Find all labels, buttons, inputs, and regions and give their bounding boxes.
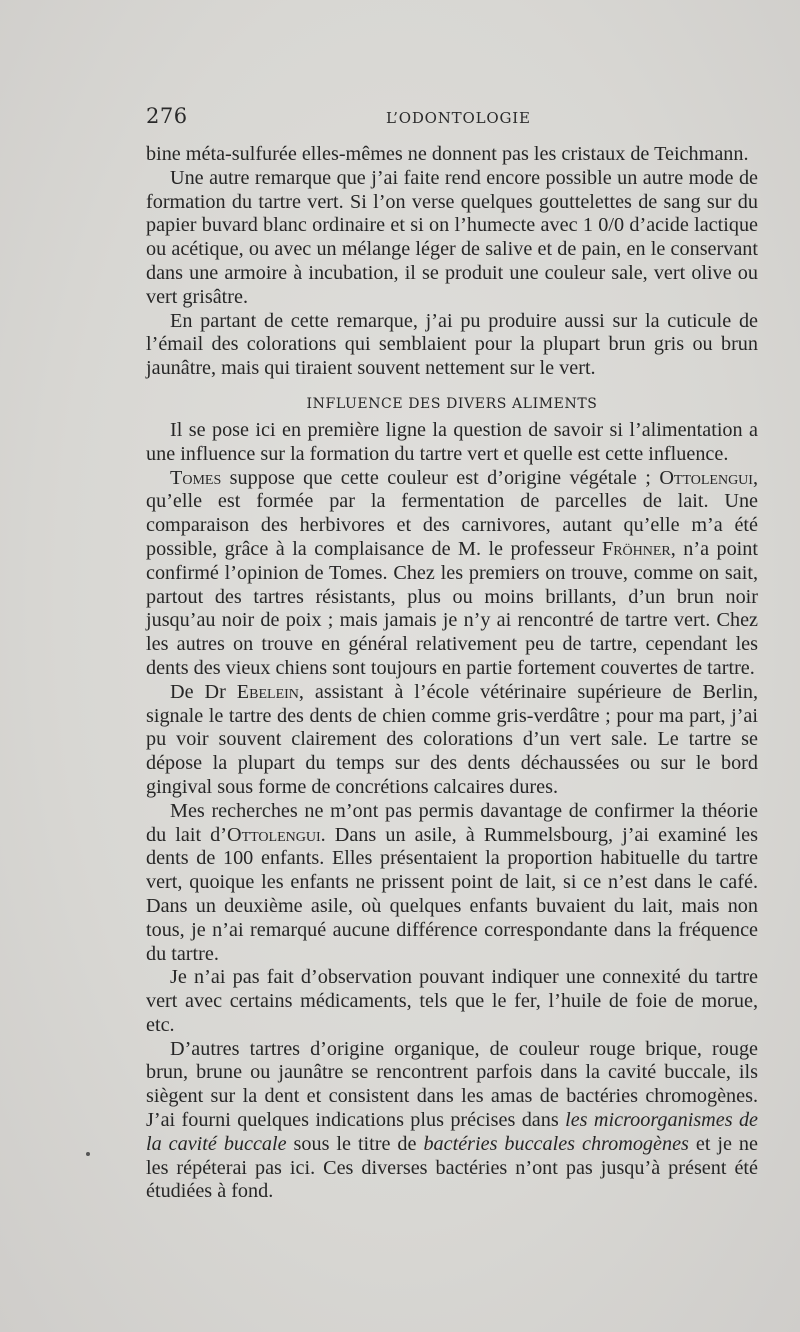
paragraph-text: Mes recherches ne m’ont pas permis davantage de confirmer la théorie du lait d’ [146, 799, 758, 846]
author-name: Ebelein [236, 680, 299, 703]
paragraph [146, 167, 758, 310]
paragraph [146, 467, 758, 681]
author-name: Ottolengui [659, 466, 753, 489]
paragraph-text: En partant de cette remarque, j’ai pu produire aussi sur la cuticule de l’émail des colorations qui semblaient pour la plupart brun gris ou brun jaunâtre, mais qui tiraient souvent nettement sur le vert. [146, 309, 758, 380]
paragraph-text: bine méta-sulfurée elles-mêmes ne donnent pas les cristaux de Teichmann. [146, 143, 749, 165]
paragraph [146, 1038, 758, 1205]
book-title: les microorganismes de la cavité buccale [146, 1109, 758, 1155]
paragraph-text: suppose que cette couleur est d’origine végétale ; [221, 466, 660, 489]
page-header [146, 104, 758, 134]
paragraph [146, 966, 758, 1037]
running-head: L’ODONTOLOGIE [386, 109, 531, 127]
paragraph [146, 681, 758, 800]
paragraph-text: Il se pose ici en première ligne la question de savoir si l’alimentation a une influence sur la formation du tartre vert et quelle est cette influence. [146, 418, 758, 465]
scan-speck [86, 1152, 90, 1156]
paragraph-text: et je ne les répéterai pas ici. Ces diverses bactéries n’ont pas jusqu’à présent été étudiées à fond. [146, 1132, 758, 1203]
paragraph-text: D’autres tartres d’origine organique, de couleur rouge brique, rouge brun, brune ou jaunâtre se rencontrent parfois dans la cavité buccale, ils siègent sur la dent et consistent dans les amas de bactéries chromogènes. J’ai fourni quelques indications plus précises dans [146, 1037, 758, 1132]
section-heading: INFLUENCE DES DIVERS ALIMENTS [306, 395, 598, 412]
paragraph-text: , qu’elle est formée par la fermentation de parcelles de lait. Une comparaison des herbivores et des carnivores, autant qu’elle m’a été possible, grâce à la complaisance de M. le professeur [146, 466, 758, 560]
paragraph-text: De Dr [170, 680, 237, 703]
paragraph [146, 310, 758, 381]
paragraph-text: , n’a point confirmé l’opinion de Tomes. Chez les premiers on trouve, comme on sait, partout des tartres résistants, plus ou moins brillants, d’un brun noir jusqu’au noir de poix ; mais jamais je n’y ai rencontré de tartre vert. Chez les autres on trouve en général relativement peu de tartre, cependant les dents des vieux chiens sont toujours en partie fortement couvertes de tartre. [146, 537, 758, 679]
paragraph-text: Je n’ai pas fait d’observation pouvant indiquer une connexité du tartre vert avec certains médicaments, tels que le fer, l’huile de foie de morue, etc. [146, 966, 758, 1036]
author-name: Fröhner [601, 537, 671, 560]
paragraph [146, 143, 758, 167]
paragraph-text: . Dans un asile, à Rummelsbourg, j’ai examiné les dents de 100 enfants. Elles présentaient la proportion habituelle du tartre vert, quoique les enfants ne prissent point de lait, si ce n’est dans le café. Dans un deuxième asile, où quelques enfants buvaient du lait, mais non tous, je n’ai remarqué aucune différence correspondante dans la fréquence du tartre. [146, 823, 758, 965]
author-name: Ottolengui [226, 823, 321, 846]
body-text [146, 143, 758, 1204]
paragraph [146, 800, 758, 967]
page-number: 276 [146, 104, 188, 128]
paragraph-text: Une autre remarque que j’ai faite rend encore possible un autre mode de formation du tartre vert. Si l’on verse quelques gouttelettes de sang sur du papier buvard blanc ordinaire et si on l’humecte avec 1 0/0 d’acide lactique ou acétique, ou avec un mélange léger de salive et de pain, en le conservant dans une armoire à incubation, il se produit une couleur sale, vert olive ou vert grisâtre. [146, 166, 758, 308]
chapter-title: bactéries buccales chromogènes [423, 1132, 689, 1155]
author-name: Tomes [170, 466, 222, 489]
paragraph-text: , assistant à l’école vétérinaire supérieure de Berlin, signale le tartre des dents de chien comme gris-verdâtre ; pour ma part, j’ai pu voir souvent clairement des colorations d’un vert sale. Le tartre se dépose la plupart du temps sur des dents déchaussées ou sur le bord gingival sous forme de concrétions calcaires dures. [146, 680, 758, 798]
paragraph-text: sous le titre de [286, 1132, 424, 1155]
paragraph [146, 419, 758, 467]
